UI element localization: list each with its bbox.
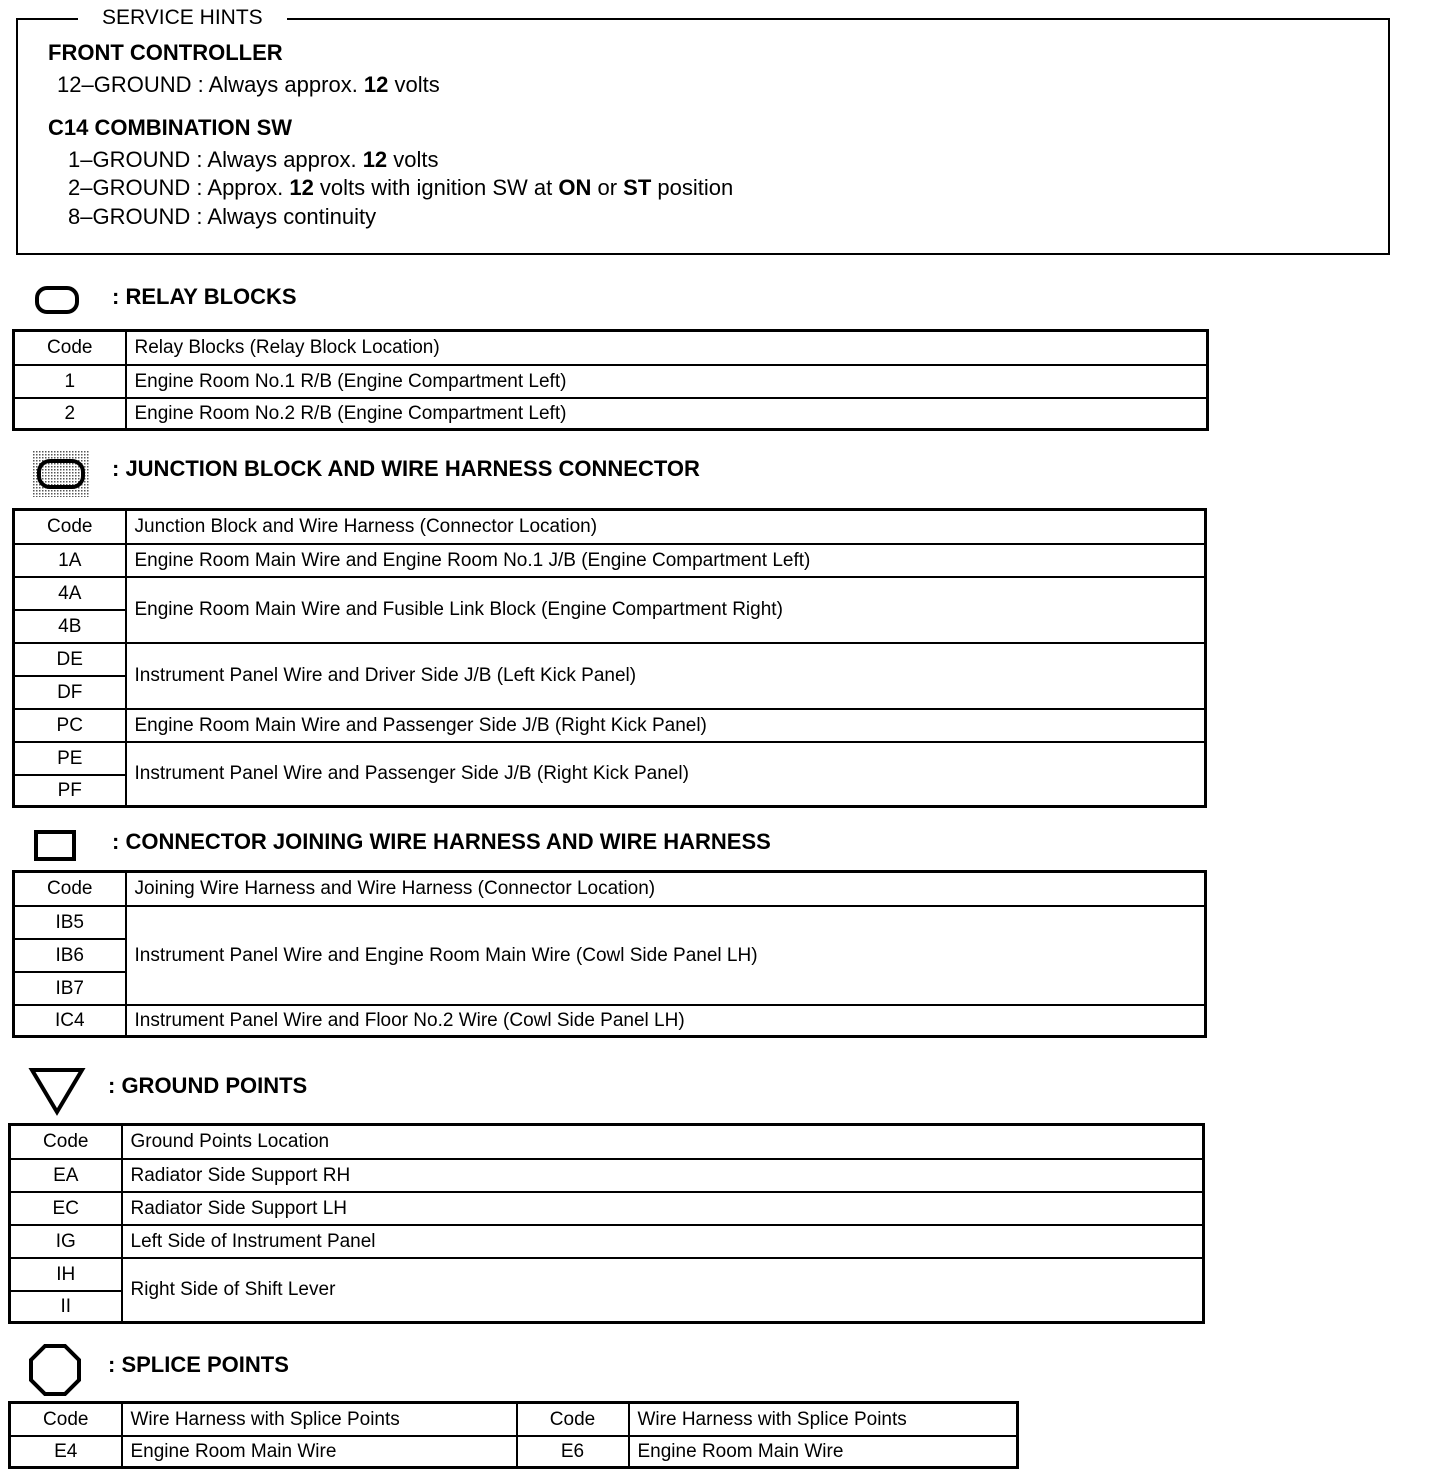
junction-block-table [12,508,1207,808]
header-desc: Joining Wire Harness and Wire Harness (Connector Location) [126,872,1206,906]
code-cell: IB5 [14,906,126,939]
table-row [14,742,1206,775]
code-cell: EC [10,1192,122,1225]
header-code: Code [14,510,126,544]
table-row [10,1192,1204,1225]
relay-blocks-table [12,329,1209,431]
desc-cell: Engine Room Main Wire and Engine Room No.1 J/B (Engine Compartment Left) [126,544,1206,577]
desc-cell: Radiator Side Support LH [122,1192,1204,1225]
ground-points-label: : GROUND POINTS [108,1073,308,1098]
table-header-row [10,1125,1204,1159]
code-cell: II [10,1291,122,1323]
triangle-down-icon [28,1066,86,1116]
desc-cell: Engine Room Main Wire and Passenger Side J/B (Right Kick Panel) [126,709,1206,742]
service-hints-title: SERVICE HINTS [78,6,287,30]
desc-cell: Engine Room No.1 R/B (Engine Compartment Left) [126,365,1208,398]
code-cell: 1 [14,365,126,398]
desc-cell: Radiator Side Support RH [122,1159,1204,1192]
code-cell: IG [10,1225,122,1258]
desc-cell: Instrument Panel Wire and Driver Side J/B (Left Kick Panel) [126,643,1206,709]
header-code: Code [10,1125,122,1159]
header-code: Code [14,331,126,365]
hint-line: 8–GROUND : Always continuity [68,204,377,229]
desc-cell: Instrument Panel Wire and Passenger Side J/B (Right Kick Panel) [126,742,1206,807]
table-header-row [14,872,1206,906]
table-row [14,906,1206,939]
header-desc: Wire Harness with Splice Points [629,1403,1018,1436]
code-cell: 4B [14,610,126,643]
header-desc: Junction Block and Wire Harness (Connector Location) [126,510,1206,544]
header-desc: Wire Harness with Splice Points [122,1403,517,1436]
code-cell: E6 [517,1436,629,1468]
desc-cell: Left Side of Instrument Panel [122,1225,1204,1258]
header-desc: Relay Blocks (Relay Block Location) [126,331,1208,365]
combination-sw-heading: C14 COMBINATION SW [48,115,293,140]
desc-cell: Engine Room Main Wire [122,1436,517,1468]
table-header-row [10,1403,1018,1436]
shaded-rounded-rectangle-icon [33,451,89,497]
front-controller-heading: FRONT CONTROLLER [48,40,283,65]
header-code: Code [517,1403,629,1436]
table-row [14,544,1206,577]
table-row [10,1436,1018,1468]
hint-line: 12–GROUND : Always approx. 12 volts [57,72,440,97]
code-cell: 4A [14,577,126,610]
table-row [10,1258,1204,1291]
table-row [14,398,1208,430]
rounded-rectangle-icon [34,284,80,316]
code-cell: IB7 [14,972,126,1005]
table-header-row [14,510,1206,544]
table-row [14,709,1206,742]
table-row [14,577,1206,610]
table-row [14,643,1206,676]
header-desc: Ground Points Location [122,1125,1204,1159]
code-cell: DE [14,643,126,676]
connector-table [12,870,1207,1038]
desc-cell: Right Side of Shift Lever [122,1258,1204,1323]
octagon-icon [28,1343,82,1397]
desc-cell: Instrument Panel Wire and Engine Room Main Wire (Cowl Side Panel LH) [126,906,1206,1005]
code-cell: EA [10,1159,122,1192]
table-row [10,1225,1204,1258]
table-row [14,365,1208,398]
rectangle-icon [34,829,78,863]
code-cell: 2 [14,398,126,430]
desc-cell: Instrument Panel Wire and Floor No.2 Wire (Cowl Side Panel LH) [126,1005,1206,1037]
code-cell: IC4 [14,1005,126,1037]
code-cell: PE [14,742,126,775]
header-code: Code [10,1403,122,1436]
desc-cell: Engine Room Main Wire and Fusible Link Block (Engine Compartment Right) [126,577,1206,643]
table-row [10,1159,1204,1192]
splice-points-table [8,1401,1019,1469]
splice-points-label: : SPLICE POINTS [108,1352,289,1377]
table-header-row [14,331,1208,365]
hint-line: 1–GROUND : Always approx. 12 volts [68,147,439,172]
code-cell: 1A [14,544,126,577]
code-cell: DF [14,676,126,709]
code-cell: IH [10,1258,122,1291]
header-code: Code [14,872,126,906]
code-cell: PC [14,709,126,742]
code-cell: PF [14,775,126,807]
code-cell: E4 [10,1436,122,1468]
junction-block-label: : JUNCTION BLOCK AND WIRE HARNESS CONNECTOR [112,456,700,481]
relay-blocks-label: : RELAY BLOCKS [112,284,297,309]
ground-points-table [8,1123,1205,1324]
code-cell: IB6 [14,939,126,972]
desc-cell: Engine Room No.2 R/B (Engine Compartment Left) [126,398,1208,430]
table-row [14,1005,1206,1037]
hint-line: 2–GROUND : Approx. 12 volts with ignition SW at ON or ST position [68,175,734,200]
desc-cell: Engine Room Main Wire [629,1436,1018,1468]
connector-label: : CONNECTOR JOINING WIRE HARNESS AND WIRE HARNESS [112,829,771,854]
